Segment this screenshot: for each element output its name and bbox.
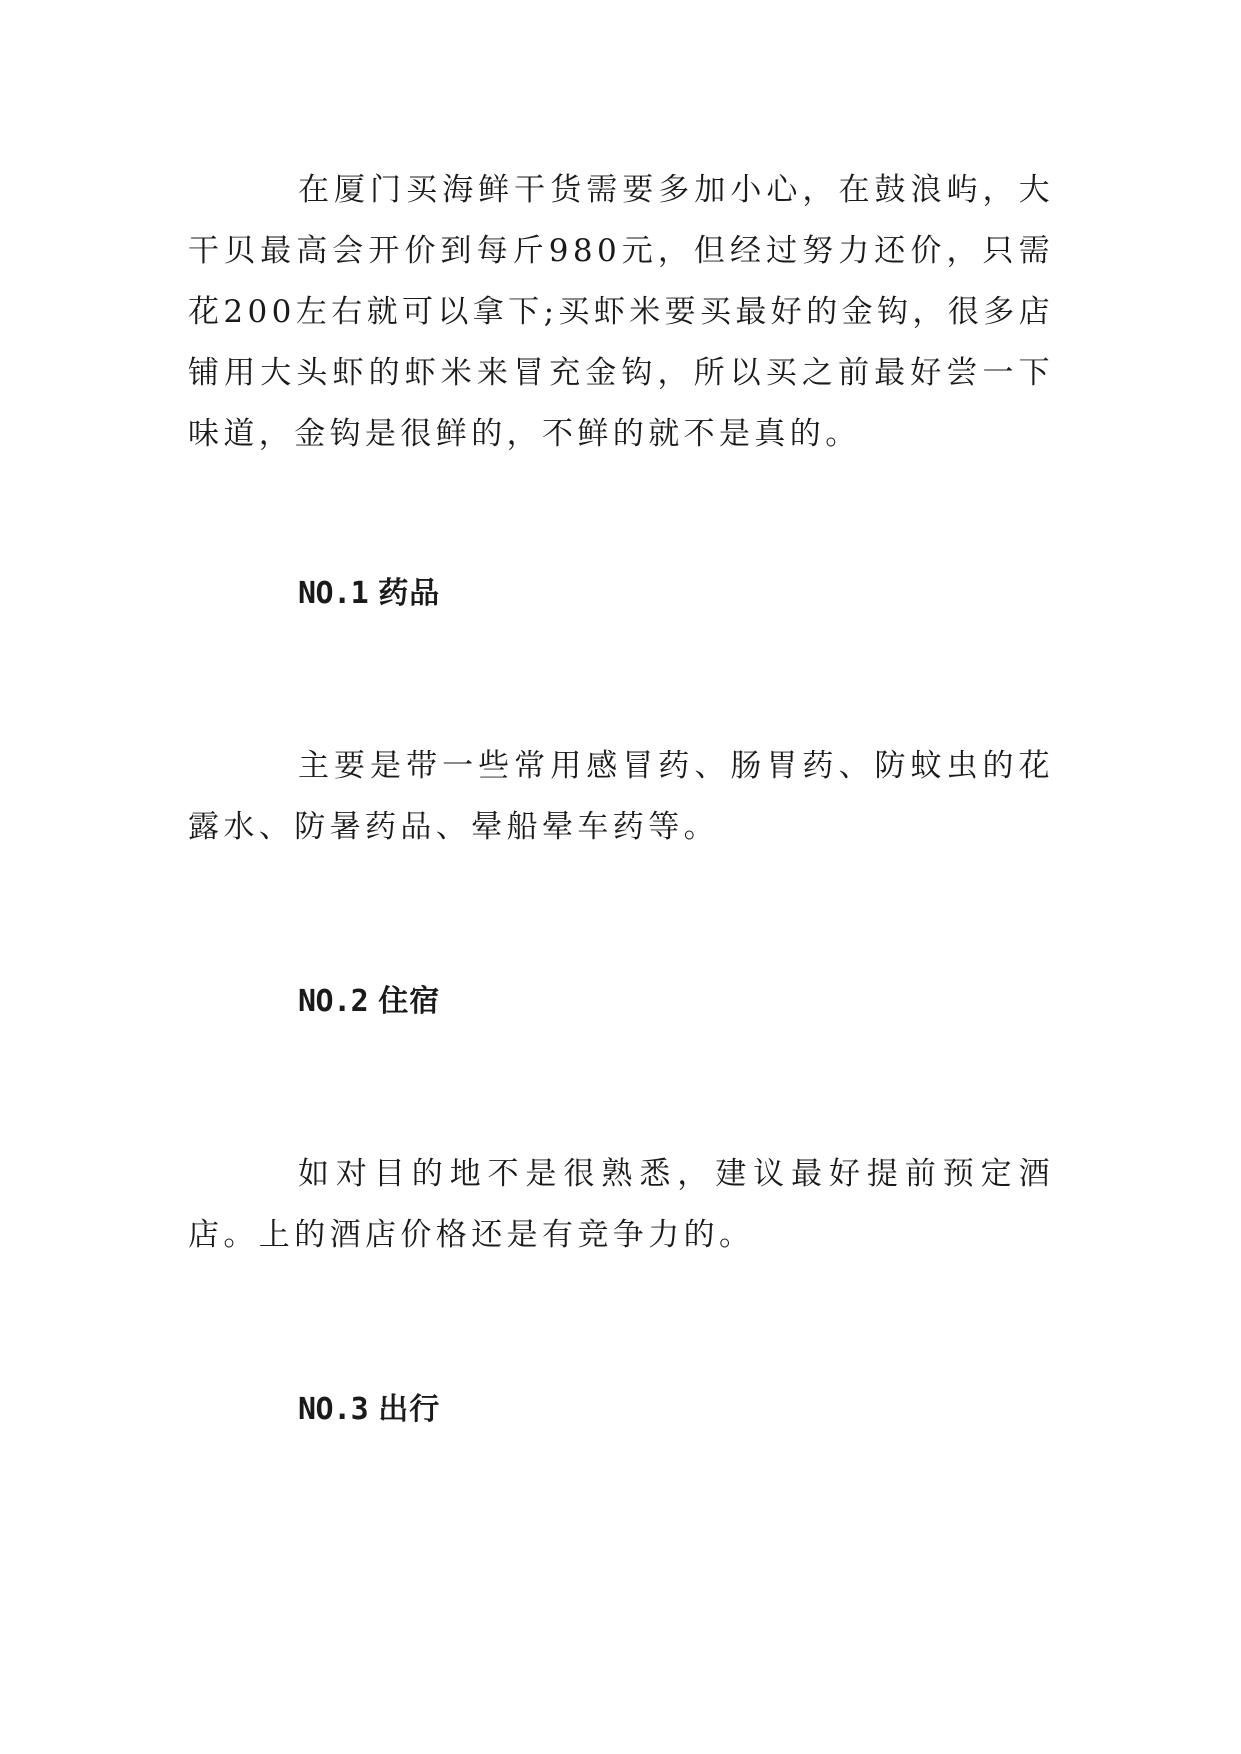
section-number: NO.1 [298, 576, 369, 611]
section-title: 住宿 [378, 984, 441, 1019]
paragraph-medicine: 主要是带一些常用感冒药、肠胃药、防蚊虫的花露水、防暑药品、晕船晕车药等。 [188, 748, 1054, 845]
section-heading-medicine [298, 574, 440, 614]
paragraph-seafood-shopping: 在厦门买海鲜干货需要多加小心，在鼓浪屿，大干贝最高会开价到每斤980元，但经过努力还价，只需花200左右就可以拿下;买虾米要买最好的金钩，很多店铺用大头虾的虾米来冒充金钩，所以买之前最好尝一下味道，金钩是很鲜的，不鲜的就不是真的。 [188, 172, 1055, 452]
section-title: 出行 [378, 1392, 441, 1427]
paragraph-lodging: 如对目的地不是很熟悉，建议最好提前预定酒店。上的酒店价格还是有竞争力的。 [188, 1156, 1054, 1253]
section-title: 药品 [378, 576, 441, 611]
section-heading-transport [298, 1390, 440, 1430]
section-number: NO.3 [298, 1392, 369, 1427]
section-heading-lodging [298, 982, 440, 1022]
section-number: NO.2 [298, 984, 369, 1019]
